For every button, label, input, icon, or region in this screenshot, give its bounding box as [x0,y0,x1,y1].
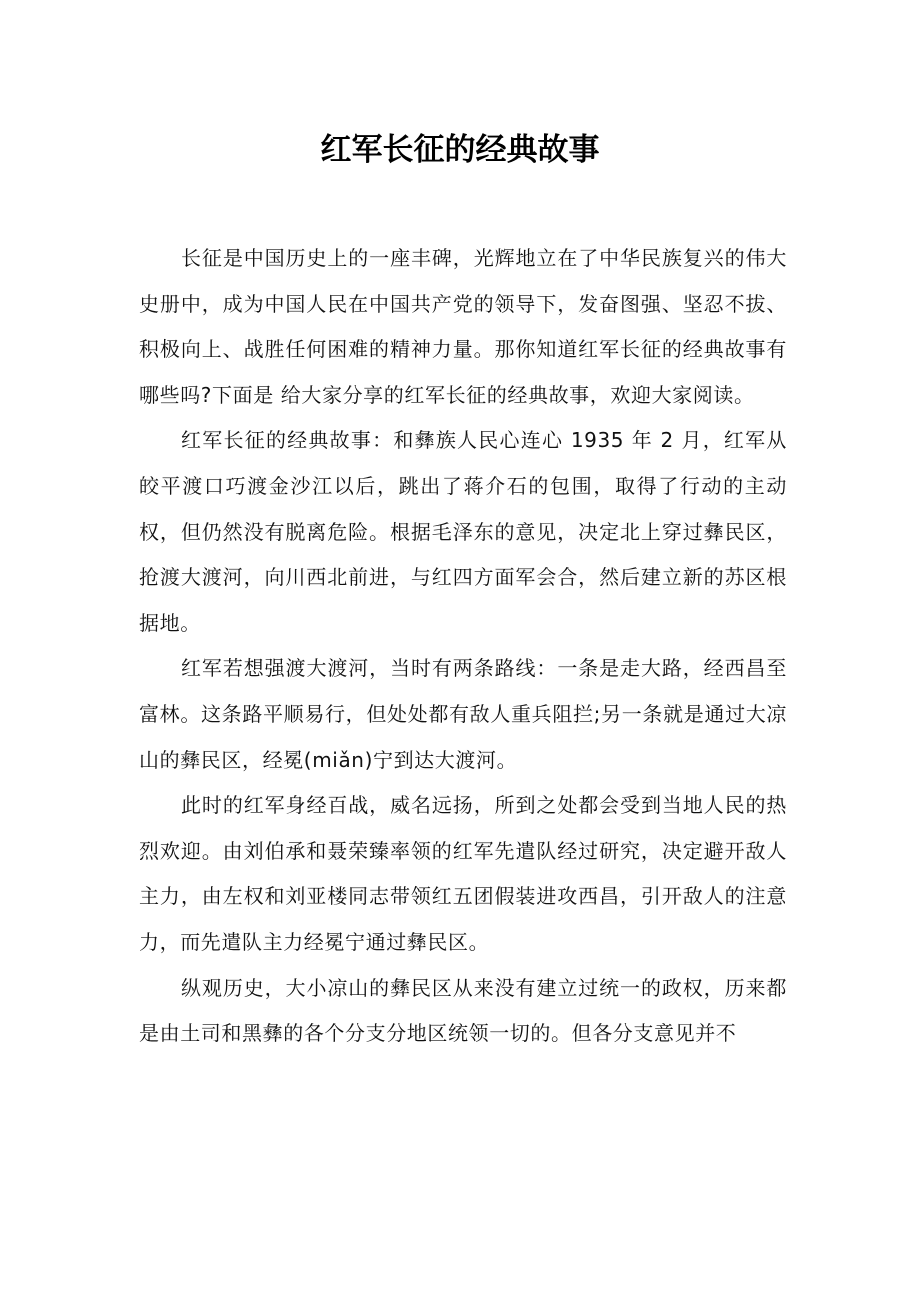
document-body [139,236,787,1057]
paragraph-intro: 长征是中国历史上的一座丰碑，光辉地立在了中华民族复兴的伟大史册中，成为中国人民在中国共产党的领导下，发奋图强、坚忍不拔、积极向上、战胜任何困难的精神力量。那你知道红军长征的经典故事有哪些吗?下面是 给大家分享的红军长征的经典故事，欢迎大家阅读。 [139,246,787,407]
document-title: 红军长征的经典故事 [320,132,600,168]
paragraph-story-4: 纵观历史，大小凉山的彝民区从来没有建立过统一的政权，历来都是由土司和黑彝的各个分支分地区统领一切的。但各分支意见并不 [139,975,787,1046]
paragraph-story-2: 红军若想强渡大渡河，当时有两条路线：一条是走大路，经西昌至富林。这条路平顺易行，但处处都有敌人重兵阻拦;另一条就是通过大凉山的彝民区，经冕(miǎn)宁到达大渡河。 [139,656,787,772]
paragraph-story-1: 红军长征的经典故事：和彝族人民心连心 1935 年 2 月，红军从皎平渡口巧渡金沙江以后，跳出了蒋介石的包围，取得了行动的主动权，但仍然没有脱离危险。根据毛泽东的意见，决定北上穿过彝民区，抢渡大渡河，向川西北前进，与红四方面军会合，然后建立新的苏区根据地。 [139,428,787,635]
paragraph-story-3: 此时的红军身经百战，威名远扬，所到之处都会受到当地人民的热烈欢迎。由刘伯承和聂荣臻率领的红军先遣队经过研究，决定避开敌人主力，由左权和刘亚楼同志带领红五团假装进攻西昌，引开敌人的注意力，而先遣队主力经冕宁通过彝民区。 [139,793,787,954]
